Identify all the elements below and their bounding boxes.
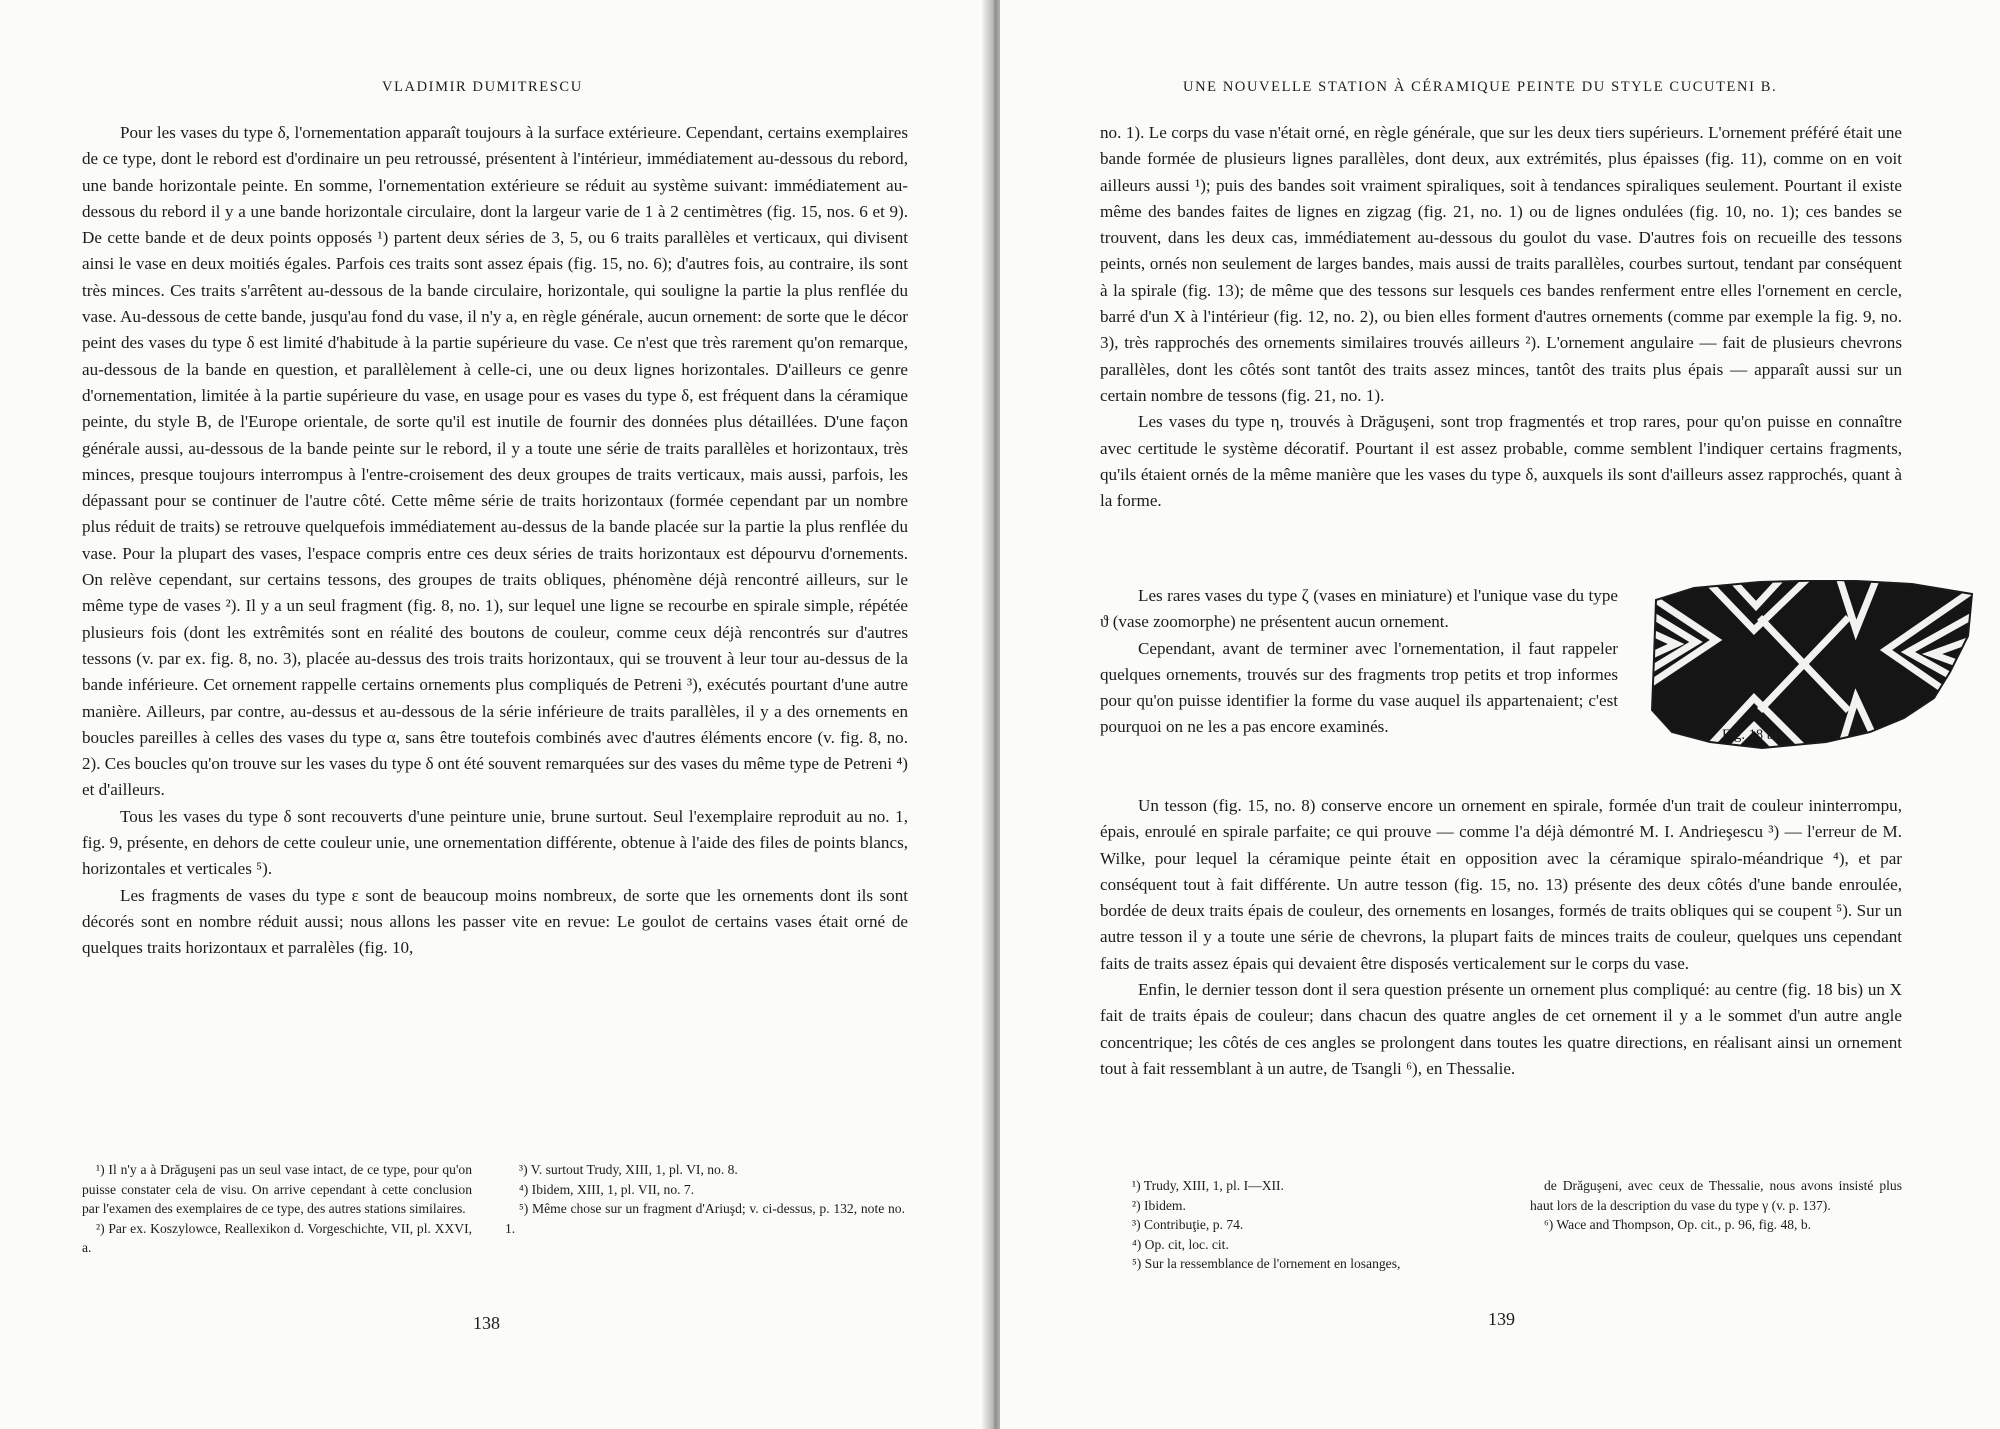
right-body-bottom — [1100, 793, 1902, 1082]
footnote: ⁴) Ibidem, XIII, 1, pl. VII, no. 7. — [519, 1181, 695, 1197]
left-footnotes-col1 — [82, 1160, 472, 1258]
left-paragraph-2: Tous les vases du type δ sont recouverts d'une peinture unie, brune surtout. Seul l'exemplaire reproduit au no. 1, fig. 9, présente, en dehors de cette couleur unie, une ornementation différente, obtenue à l'aide des files de points blancs, horizontales et verticales ⁵). — [82, 806, 908, 879]
footnote: ³) V. surtout Trudy, XIII, 1, pl. VI, no. 8. — [519, 1162, 738, 1177]
page-number-left: 138 — [473, 1313, 500, 1333]
footnote: ⁵) Sur la ressemblance de l'ornement en losanges, — [1132, 1256, 1401, 1272]
right-footnotes-col1 — [1118, 1176, 1518, 1274]
footnote: ²) Par ex. Koszylowce, Reallexikon d. Vorgeschichte, VII, pl. XXVI, a. — [82, 1220, 472, 1256]
running-head-right: UNE NOUVELLE STATION À CÉRAMIQUE PEINTE DU STYLE CUCUTENI B. — [1183, 79, 1778, 95]
right-paragraph-4: Cependant, avant de terminer avec l'ornementation, il faut rappeler quelques ornements, trouvés sur des fragments trop petits et trop informes pour qu'on puisse identifier la forme du vase auquel ils appartenaient; c'est pourquoi on ne les a pas encore examinés. — [1100, 638, 1618, 737]
figure-caption: Fig. 18 bis. — [1722, 727, 1788, 743]
footnote: ¹) Il n'y a à Drăguşeni pas un seul vase intact, de ce type, pour qu'on puisse constater cela de visu. On arrive cependant à cette conclusion par l'examen des exemplaires de ce type, des autres stations similaires. — [82, 1162, 472, 1217]
left-page — [0, 0, 990, 1429]
left-paragraph-1: Pour les vases du type δ, l'ornementation apparaît toujours à la surface extérieure. Cependant, certains exemplaires de ce type, dont le rebord est d'ordinaire un peu retroussé, présentent à l'intérieur, immédiatement au-dessous du rebord, une bande horizontale peinte. En somme, l'ornementation extérieure se réduit au système suivant: immédiatement au-dessous du rebord il y a une bande horizontale circulaire, dont la largeur varie de 1 à 2 centimètres (fig. 15, nos. 6 et 9). De cette bande et de deux points opposés ¹) partent deux séries de 3, 5, ou 6 traits parallèles et verticaux, qui divisent ainsi le vase en deux moitiés égales. Parfois ces traits sont assez épais (fig. 15, no. 6); d'autres fois, au contraire, ils sont très minces. Ces traits s'arrêtent au-dessous de la bande circulaire, horizontale, qui souligne la partie la plus renflée du vase. Au-dessous de cette bande, jusqu'au fond du vase, il n'y a, en règle générale, aucun ornement: de sorte que le décor peint des vases du type δ est limité d'habitude à la partie supérieure du vase. Ce n'est que très rarement qu'on remarque, au-dessous de la bande en question, et parallèlement à celle-ci, une ou deux lignes horizontales. D'ailleurs ce genre d'ornementation, limitée à la partie supérieure du vase, en usage pour es vases du type δ, est fréquent dans la céramique peinte, du style B, de l'Europe orientale, de sorte qu'il est inutile de fournir des données plus détaillées. D'une façon générale aussi, au-dessous de la bande peinte sur le rebord, il y a toute une série de traits parallèles et horizontaux, très minces, presque toujours interrompus à l'entre-croisement des deux groupes de traits verticaux, mais aussi, parfois, les dépassant pour se continuer de l'autre côté. Cette même série de traits horizontaux (formée cependant par un nombre plus réduit de traits) se retrouve quelquefois immédiatement au-dessus de la bande placée sur la partie la plus renflée du vase. Pour la plupart des vases, l'espace compris entre ces deux séries de traits horizontaux est dépourvu d'ornements. On relève cependant, sur certains tessons, des groupes de traits obliques, phénomène déjà rencontré ailleurs, sur le même type de vases ²). Il y a un seul fragment (fig. 8, no. 1), sur lequel une ligne se recourbe en spirale simple, répétée plusieurs fois (dont les extrêmités sont en réalité des boutons de couleur, comme ceux déjà rencontrés sur d'autres tessons (v. par ex. fig. 8, no. 3), placée au-dessus des trois traits horizontaux, qui se trouvent à leur tour au-dessus de la bande inférieure. Cet ornement rappelle certains ornements plus compliqués de Petreni ³), exécutés pourtant d'une autre manière. Ailleurs, par contre, au-dessus et au-dessous de la série inférieure de traits parallèles, il y a des ornements en boucles pareilles à celles des vases du type α, sans être toutefois combinés avec d'autres éléments encore (v. fig. 8, no. 2). Ces boucles qu'on trouve sur les vases du type δ ont été souvent remarquées sur des vases du même type de Petreni ⁴) et d'ailleurs. — [82, 123, 908, 800]
left-paragraph-3: Les fragments de vases du type ε sont de beaucoup moins nombreux, de sorte que les ornements dont ils sont décorés sont en nombre réduit aussi; nous allons les passer vite en revue: Le goulot de certains vases était orné de quelques traits horizontaux et parralèles (fig. 10, — [82, 885, 908, 958]
footnote: ¹) Trudy, XIII, 1, pl. I—XII. — [1132, 1178, 1284, 1193]
right-paragraph-1: no. 1). Le corps du vase n'était orné, en règle générale, que sur les deux tiers supérieurs. L'ornement préféré était une bande formée de plusieurs lignes parallèles, dont deux, aux extrémités, plus épaisses (fig. 11), comme on en voit ailleurs aussi ¹); puis des bandes soit vraiment spiraliques, soit à tendances spiraliques seulement. Pourtant il existe même des bandes faites de lignes en zigzag (fig. 21, no. 1) ou de lignes ondulées (fig. 10, no. 1); ces bandes se trouvent, dans les deux cas, immédiatement au-dessous du goulot du vase. D'autres fois on recueille des tessons peints, ornés non seulement de larges bandes, mais aussi de traits parallèles, courbes surtout, tendant par conséquent à la spirale (fig. 13); de même que des tessons sur lesquels ces bandes renferment entre elles l'ornement en cercle, barré d'un X à l'intérieur (fig. 12, no. 2), ou bien elles forment d'autres ornements (comme par exemple la fig. 9, no. 3), très rapprochés des ornements similaires trouvés ailleurs ²). L'ornement angulaire — fait de plusieurs chevrons parallèles, dont les côtés sont tantôt des traits assez minces, tantôt des traits plus épais — apparaît aussi sur un certain nombre de tessons (fig. 21, no. 1). — [1100, 123, 1902, 405]
right-body-side — [1100, 583, 1618, 741]
right-footnotes-col2 — [1530, 1176, 1902, 1235]
footnote: ⁵) Même chose sur un fragment d'Ariuşd; v. ci-dessus, p. 132, note no. 1. — [505, 1201, 905, 1236]
footnote: ²) Ibidem. — [1132, 1197, 1186, 1213]
page-number-right: 139 — [1488, 1309, 1515, 1329]
right-body-top — [1100, 120, 1902, 514]
footnote: ³) Contribuţie, p. 74. — [1132, 1217, 1244, 1233]
footnote: ⁶) Wace and Thompson, Op. cit., p. 96, fig. 48, b. — [1544, 1217, 1812, 1233]
left-footnotes-col2 — [505, 1160, 905, 1238]
right-paragraph-2: Les vases du type η, trouvés à Drăguşeni, sont trop fragmentés et trop rares, pour qu'on puisse en connaître avec certitude le système décoratif. Pourtant il est assez probable, comme semblent l'indiquer certains fragments, qu'ils étaient ornés de la même manière que les vases du type δ, auxquels ils sont d'ailleurs assez rapprochés, quant à la forme. — [1100, 412, 1902, 511]
running-head-left: VLADIMIR DUMITRESCU — [382, 79, 583, 95]
right-paragraph-5: Un tesson (fig. 15, no. 8) conserve encore un ornement en spirale, formée d'un trait de couleur ininterrompu, épais, enroulé en spirale parfaite; ce qui prouve — comme l'a déjà démontré M. I. Andrieşescu ³) — l'erreur de M. Wilke, pour lequel la céramique peinte était en opposition avec la céramique spiralo-méandrique ⁴), et par conséquent tout à fait différente. Un autre tesson (fig. 15, no. 13) présente des deux côtés d'une bande enroulée, bordée de deux traits épais de couleur, des ornements en losanges, formés de traits obliques qui se coupent ⁵). Sur un autre tesson il y a toute une série de chevrons, la plupart faits de minces traits de couleur, quelques uns cependant faits de traits assez épais qui devaient être disposés verticalement sur le corps du vase. — [1100, 796, 1902, 973]
right-paragraph-3: Les rares vases du type ζ (vases en miniature) et l'unique vase du type ϑ (vase zoomorphe) ne présentent aucun ornement. — [1100, 586, 1618, 632]
figure-18-bis-sherd — [1650, 580, 1976, 750]
footnote: ⁴) Op. cit, loc. cit. — [1132, 1236, 1229, 1252]
right-paragraph-6: Enfin, le dernier tesson dont il sera question présente un ornement plus compliqué: au centre (fig. 18 bis) un X fait de traits épais de couleur; dans chacun des quatre angles de cet ornement il y a le sommet d'un autre angle concentrique; les côtés de ces angles se prolongent dans toutes les quatre directions, en réalisant ainsi un ornement tout à fait ressemblant à un autre, de Tsangli ⁶), en Thessalie. — [1100, 980, 1902, 1078]
left-body-text — [82, 120, 908, 962]
footnote: de Drăguşeni, avec ceux de Thessalie, nous avons insisté plus haut lors de la description du vase du type γ (v. p. 137). — [1530, 1178, 1902, 1213]
